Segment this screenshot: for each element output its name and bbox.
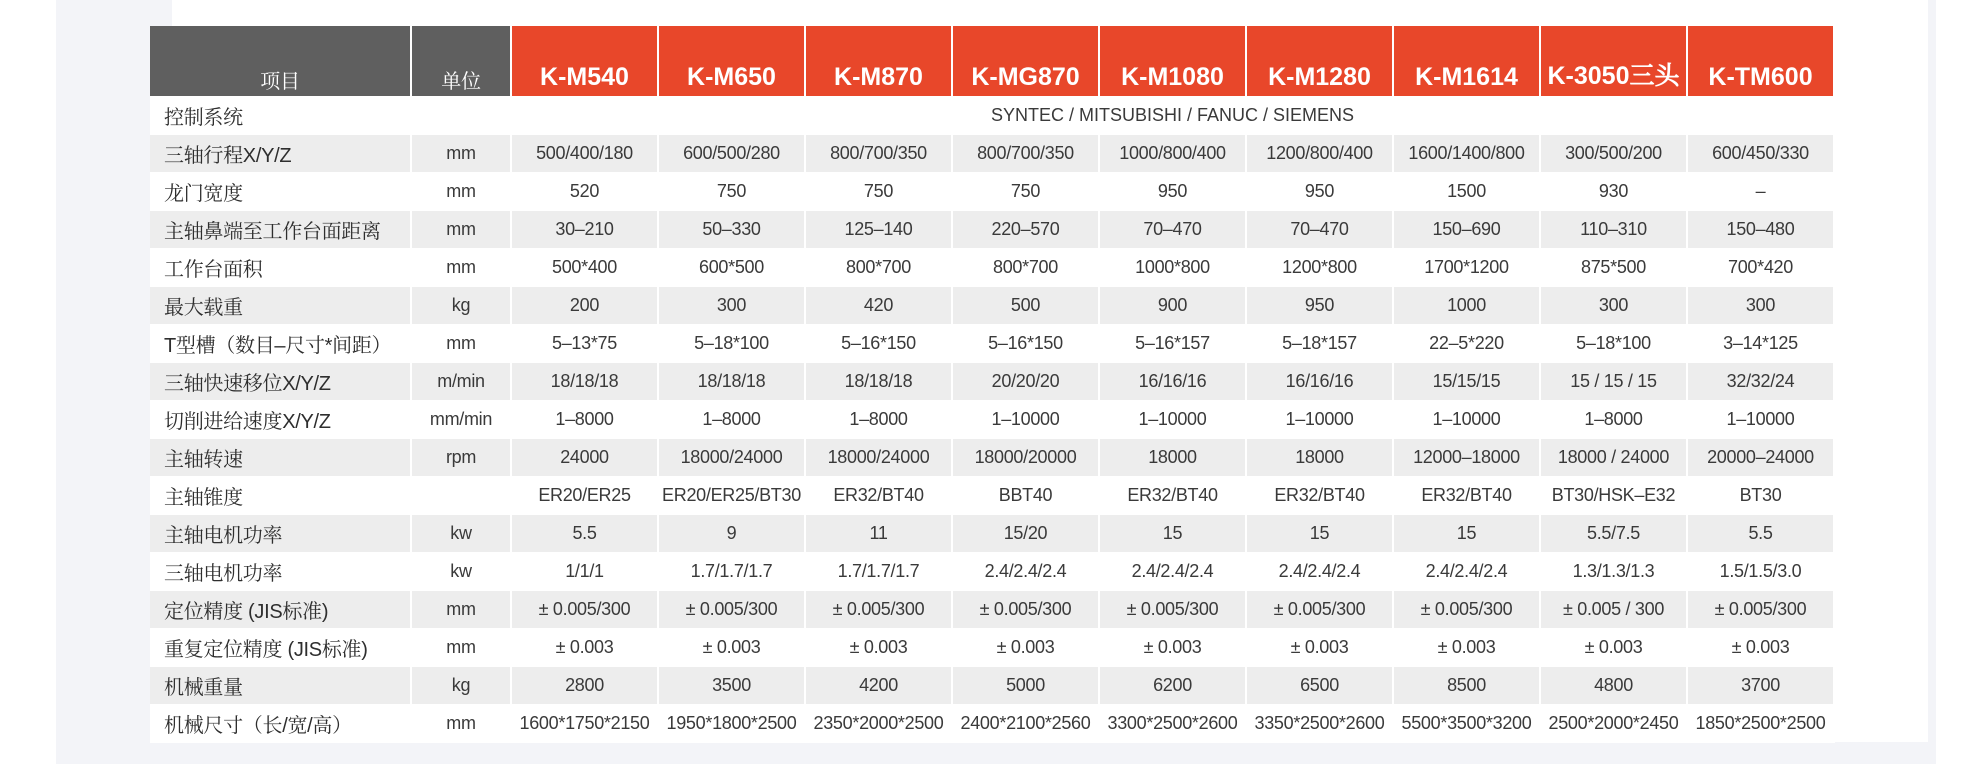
spec-cell: 6500 <box>1247 667 1394 705</box>
table-row <box>150 363 1835 401</box>
table-row <box>150 401 1835 439</box>
spec-cell: 3700 <box>1688 667 1835 705</box>
spec-cell: 15 <box>1100 515 1247 553</box>
row-item-label: 定位精度 (JIS标准) <box>150 591 412 629</box>
spec-cell: 3–14*125 <box>1688 325 1835 363</box>
row-item-label: 三轴电机功率 <box>150 553 412 591</box>
spec-cell: 2.4/2.4/2.4 <box>1394 553 1541 591</box>
spec-cell: 800*700 <box>806 249 953 287</box>
spec-cell: 70–470 <box>1100 211 1247 249</box>
spec-cell: ER20/ER25/BT30 <box>659 477 806 515</box>
table-row <box>150 325 1835 363</box>
spec-cell: 150–690 <box>1394 211 1541 249</box>
spec-cell: 18000/24000 <box>659 439 806 477</box>
spec-cell: 875*500 <box>1541 249 1688 287</box>
header-model: K-M1614 <box>1394 26 1541 97</box>
spec-cell: 1600/1400/800 <box>1394 135 1541 173</box>
spec-cell: 5.5 <box>512 515 659 553</box>
header-item: 项目 <box>150 26 412 97</box>
spec-cell: 18000 / 24000 <box>1541 439 1688 477</box>
spec-cell: 5–18*100 <box>659 325 806 363</box>
row-unit: mm <box>412 211 512 249</box>
spec-cell: ± 0.005/300 <box>1688 591 1835 629</box>
spec-cell: 2500*2000*2450 <box>1541 705 1688 743</box>
spec-cell: ER32/BT40 <box>806 477 953 515</box>
header-model: K-TM600 <box>1688 26 1835 97</box>
row-item-label: 切削进给速度X/Y/Z <box>150 401 412 439</box>
spec-cell: ± 0.003 <box>1541 629 1688 667</box>
header-model: K-M870 <box>806 26 953 97</box>
spec-cell: 18000 <box>1100 439 1247 477</box>
spec-cell: 4200 <box>806 667 953 705</box>
row-item-label: 控制系统 <box>150 97 412 135</box>
row-unit: mm/min <box>412 401 512 439</box>
spec-cell: 5–16*150 <box>953 325 1100 363</box>
spec-cell: 600*500 <box>659 249 806 287</box>
spec-cell: ER32/BT40 <box>1100 477 1247 515</box>
spec-cell: 1200*800 <box>1247 249 1394 287</box>
header-model: K-M1280 <box>1247 26 1394 97</box>
spec-cell: 15/15/15 <box>1394 363 1541 401</box>
spec-cell: ± 0.003 <box>1394 629 1541 667</box>
spec-cell: 8500 <box>1394 667 1541 705</box>
row-item-label: 主轴电机功率 <box>150 515 412 553</box>
spec-cell: 300 <box>659 287 806 325</box>
spec-cell: 750 <box>953 173 1100 211</box>
spec-cell: 1000/800/400 <box>1100 135 1247 173</box>
row-item-label: 主轴转速 <box>150 439 412 477</box>
spec-cell: 950 <box>1247 287 1394 325</box>
spec-cell: 1.5/1.5/3.0 <box>1688 553 1835 591</box>
spec-cell: 32/32/24 <box>1688 363 1835 401</box>
spec-cell: 1/1/1 <box>512 553 659 591</box>
row-unit: kg <box>412 667 512 705</box>
header-row <box>150 26 1835 97</box>
spec-cell: 6200 <box>1100 667 1247 705</box>
table-row <box>150 667 1835 705</box>
table-row <box>150 477 1835 515</box>
header-model: K-M650 <box>659 26 806 97</box>
row-unit: kg <box>412 287 512 325</box>
table-row <box>150 135 1835 173</box>
spec-cell: 5–13*75 <box>512 325 659 363</box>
spec-cell: 300/500/200 <box>1541 135 1688 173</box>
spec-cell: 1–8000 <box>659 401 806 439</box>
spec-cell: ± 0.005/300 <box>953 591 1100 629</box>
row-unit: mm <box>412 135 512 173</box>
spec-cell: ± 0.003 <box>806 629 953 667</box>
row-item-label: 机械重量 <box>150 667 412 705</box>
table-row-control-system <box>150 97 1835 135</box>
spec-cell: 1200/800/400 <box>1247 135 1394 173</box>
spec-cell: 24000 <box>512 439 659 477</box>
header-model: K-M1080 <box>1100 26 1247 97</box>
table-row <box>150 591 1835 629</box>
spec-cell: 500/400/180 <box>512 135 659 173</box>
spec-cell: 950 <box>1247 173 1394 211</box>
spec-cell: ± 0.003 <box>1688 629 1835 667</box>
spec-cell: 2800 <box>512 667 659 705</box>
row-item-label: 机械尺寸（长/宽/高） <box>150 705 412 743</box>
table-row <box>150 629 1835 667</box>
spec-cell: 700*420 <box>1688 249 1835 287</box>
row-item-label: 工作台面积 <box>150 249 412 287</box>
spec-cell: 1–10000 <box>1247 401 1394 439</box>
row-unit: mm <box>412 591 512 629</box>
spec-cell: ± 0.005/300 <box>659 591 806 629</box>
spec-table <box>150 26 1835 743</box>
row-unit: mm <box>412 705 512 743</box>
spec-cell: 1950*1800*2500 <box>659 705 806 743</box>
spec-cell: BT30 <box>1688 477 1835 515</box>
spec-cell: 5.5 <box>1688 515 1835 553</box>
spec-cell: 1–8000 <box>806 401 953 439</box>
row-unit: kw <box>412 515 512 553</box>
spec-cell: ± 0.003 <box>1247 629 1394 667</box>
row-unit: kw <box>412 553 512 591</box>
row-item-label: 主轴鼻端至工作台面距离 <box>150 211 412 249</box>
spec-cell: 1000*800 <box>1100 249 1247 287</box>
spec-cell: 18/18/18 <box>806 363 953 401</box>
spec-cell: ± 0.003 <box>1100 629 1247 667</box>
spec-cell: 18000/24000 <box>806 439 953 477</box>
spec-cell: 2.4/2.4/2.4 <box>1247 553 1394 591</box>
spec-cell: 18000/20000 <box>953 439 1100 477</box>
spec-cell: 125–140 <box>806 211 953 249</box>
table-row <box>150 515 1835 553</box>
spec-cell: 1–10000 <box>1100 401 1247 439</box>
spec-cell: 500*400 <box>512 249 659 287</box>
spec-cell: 70–470 <box>1247 211 1394 249</box>
row-item-label: 三轴行程X/Y/Z <box>150 135 412 173</box>
table-row <box>150 173 1835 211</box>
spec-cell: 5.5/7.5 <box>1541 515 1688 553</box>
spec-cell: 11 <box>806 515 953 553</box>
spec-cell: 930 <box>1541 173 1688 211</box>
spec-cell: ± 0.005/300 <box>512 591 659 629</box>
table-row <box>150 705 1835 743</box>
spec-cell: 18/18/18 <box>659 363 806 401</box>
spec-cell: 18/18/18 <box>512 363 659 401</box>
spec-cell: 22–5*220 <box>1394 325 1541 363</box>
spec-cell: 1.7/1.7/1.7 <box>659 553 806 591</box>
spec-cell: 5–18*100 <box>1541 325 1688 363</box>
row-unit <box>412 97 512 135</box>
control-system-value: SYNTEC / MITSUBISHI / FANUC / SIEMENS <box>512 97 1835 135</box>
spec-cell: 9 <box>659 515 806 553</box>
spec-cell: 20/20/20 <box>953 363 1100 401</box>
spec-cell: 1–8000 <box>512 401 659 439</box>
spec-cell: 220–570 <box>953 211 1100 249</box>
spec-cell: 5500*3500*3200 <box>1394 705 1541 743</box>
spec-cell: ER32/BT40 <box>1394 477 1541 515</box>
spec-cell: – <box>1688 173 1835 211</box>
table-row <box>150 439 1835 477</box>
spec-cell: 950 <box>1100 173 1247 211</box>
spec-cell: 750 <box>806 173 953 211</box>
spec-cell: 800/700/350 <box>953 135 1100 173</box>
spec-cell: 500 <box>953 287 1100 325</box>
spec-cell: 1.3/1.3/1.3 <box>1541 553 1688 591</box>
spec-cell: 110–310 <box>1541 211 1688 249</box>
header-model: K-M540 <box>512 26 659 97</box>
spec-cell: 15 <box>1247 515 1394 553</box>
spec-cell: ± 0.003 <box>659 629 806 667</box>
spec-cell: ER20/ER25 <box>512 477 659 515</box>
spec-cell: 800/700/350 <box>806 135 953 173</box>
spec-cell: ± 0.005/300 <box>806 591 953 629</box>
spec-cell: 5000 <box>953 667 1100 705</box>
spec-cell: 20000–24000 <box>1688 439 1835 477</box>
row-unit: rpm <box>412 439 512 477</box>
spec-cell: BBT40 <box>953 477 1100 515</box>
spec-cell: 150–480 <box>1688 211 1835 249</box>
spec-cell: 2400*2100*2560 <box>953 705 1100 743</box>
table-row <box>150 287 1835 325</box>
spec-cell: 5–16*150 <box>806 325 953 363</box>
table-row <box>150 249 1835 287</box>
spec-cell: 750 <box>659 173 806 211</box>
spec-cell: ± 0.005/300 <box>1394 591 1541 629</box>
spec-cell: 300 <box>1541 287 1688 325</box>
spec-cell: ER32/BT40 <box>1247 477 1394 515</box>
spec-cell: 600/450/330 <box>1688 135 1835 173</box>
spec-cell: 1–10000 <box>1688 401 1835 439</box>
spec-cell: 900 <box>1100 287 1247 325</box>
spec-cell: ± 0.005/300 <box>1100 591 1247 629</box>
header-unit: 单位 <box>412 26 512 97</box>
spec-cell: 1–8000 <box>1541 401 1688 439</box>
spec-cell: 3300*2500*2600 <box>1100 705 1247 743</box>
spec-cell: 420 <box>806 287 953 325</box>
spec-cell: BT30/HSK–E32 <box>1541 477 1688 515</box>
spec-cell: 4800 <box>1541 667 1688 705</box>
spec-cell: 200 <box>512 287 659 325</box>
header-model: K-MG870 <box>953 26 1100 97</box>
spec-cell: 520 <box>512 173 659 211</box>
spec-cell: 1000 <box>1394 287 1541 325</box>
spec-cell: 12000–18000 <box>1394 439 1541 477</box>
spec-cell: ± 0.005/300 <box>1247 591 1394 629</box>
spec-cell: 1850*2500*2500 <box>1688 705 1835 743</box>
row-item-label: 最大载重 <box>150 287 412 325</box>
spec-cell: 2.4/2.4/2.4 <box>1100 553 1247 591</box>
spec-cell: 1700*1200 <box>1394 249 1541 287</box>
spec-cell: 1–10000 <box>953 401 1100 439</box>
row-unit: mm <box>412 629 512 667</box>
spec-cell: ± 0.005 / 300 <box>1541 591 1688 629</box>
table-row <box>150 553 1835 591</box>
spec-cell: 1600*1750*2150 <box>512 705 659 743</box>
spec-cell: 3500 <box>659 667 806 705</box>
spec-cell: 1–10000 <box>1394 401 1541 439</box>
spec-cell: 16/16/16 <box>1100 363 1247 401</box>
spec-cell: 3350*2500*2600 <box>1247 705 1394 743</box>
row-unit: mm <box>412 249 512 287</box>
spec-cell: 15/20 <box>953 515 1100 553</box>
spec-cell: 50–330 <box>659 211 806 249</box>
spec-cell: 1.7/1.7/1.7 <box>806 553 953 591</box>
row-item-label: T型槽（数目–尺寸*间距） <box>150 325 412 363</box>
spec-cell: ± 0.003 <box>953 629 1100 667</box>
spec-cell: 15 / 15 / 15 <box>1541 363 1688 401</box>
spec-cell: 5–16*157 <box>1100 325 1247 363</box>
row-item-label: 龙门宽度 <box>150 173 412 211</box>
row-unit: mm <box>412 325 512 363</box>
spec-cell: 600/500/280 <box>659 135 806 173</box>
row-unit: m/min <box>412 363 512 401</box>
row-item-label: 三轴快速移位X/Y/Z <box>150 363 412 401</box>
spec-cell: 1500 <box>1394 173 1541 211</box>
row-item-label: 主轴锥度 <box>150 477 412 515</box>
spec-cell: 18000 <box>1247 439 1394 477</box>
header-model: K-3050三头 <box>1541 26 1688 97</box>
spec-cell: 5–18*157 <box>1247 325 1394 363</box>
spec-cell: ± 0.003 <box>512 629 659 667</box>
row-unit: mm <box>412 173 512 211</box>
spec-cell: 300 <box>1688 287 1835 325</box>
spec-cell: 2.4/2.4/2.4 <box>953 553 1100 591</box>
row-item-label: 重复定位精度 (JIS标准) <box>150 629 412 667</box>
spec-cell: 2350*2000*2500 <box>806 705 953 743</box>
spec-cell: 30–210 <box>512 211 659 249</box>
spec-cell: 16/16/16 <box>1247 363 1394 401</box>
spec-cell: 800*700 <box>953 249 1100 287</box>
row-unit <box>412 477 512 515</box>
table-row <box>150 211 1835 249</box>
spec-cell: 15 <box>1394 515 1541 553</box>
